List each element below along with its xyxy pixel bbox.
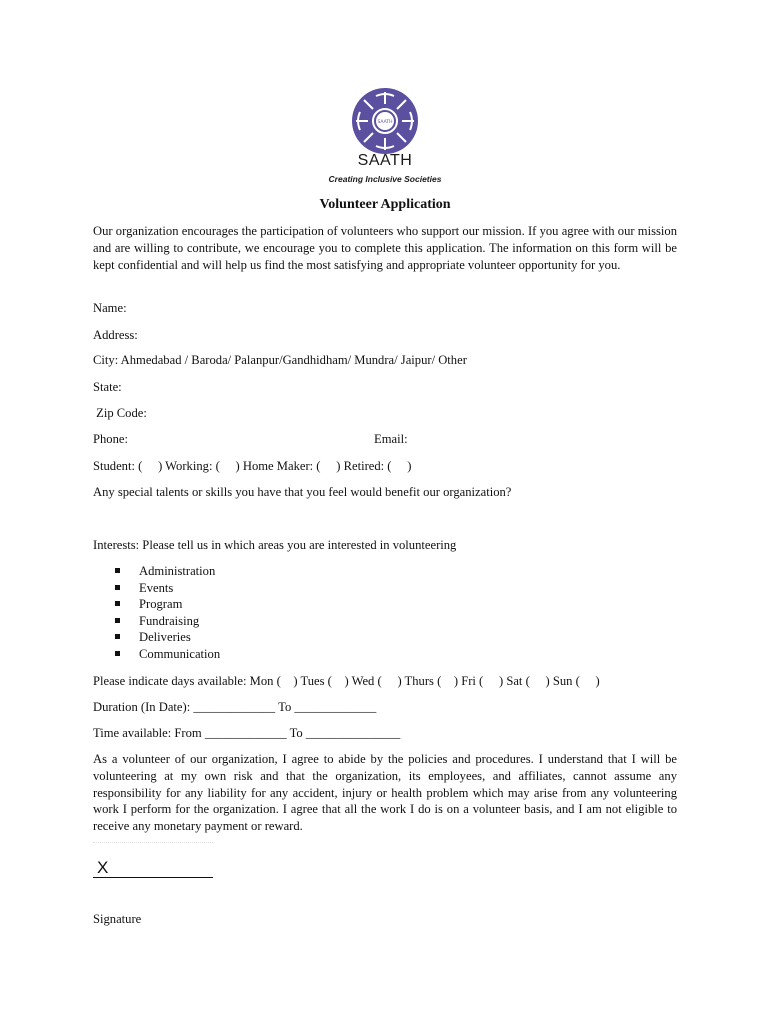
bullet-icon [115, 601, 120, 606]
agreement-paragraph: As a volunteer of our organization, I agree to abide by the policies and procedures. I understand that I will be volunteering at my own risk and that the organization, its employees, and affiliates, cannot assume any responsibility for any liability for any accident, injury or health problem which may arise from any volunteering work I perform for the organization. I agree that all the work I do is on a volunteer basis, and I am not eligible to receive any monetary payment or reward. [93, 752, 677, 834]
city-field[interactable]: City: Ahmedabad / Baroda/ Palanpur/Gandhidham/ Mundra/ Jaipur/ Other [93, 353, 467, 367]
bullet-icon [115, 618, 120, 623]
interests-list [113, 563, 220, 663]
interest-label: Administration [139, 564, 216, 578]
list-item[interactable] [113, 580, 220, 597]
list-item[interactable] [113, 596, 220, 613]
bullet-icon [115, 568, 120, 573]
interest-label: Events [139, 580, 174, 595]
bullet-icon [115, 634, 120, 639]
interest-label: Deliveries [139, 630, 191, 645]
phone-field[interactable]: Phone: [93, 432, 128, 446]
interest-label: Fundraising [139, 613, 200, 628]
organization-logo [320, 86, 450, 190]
zip-code-field[interactable]: Zip Code: [93, 406, 147, 420]
list-item[interactable] [113, 646, 220, 663]
state-field[interactable]: State: [93, 380, 122, 394]
time-available-field[interactable]: Time available: From _____________ To _______________ [93, 726, 401, 740]
signature-input[interactable] [93, 877, 213, 878]
name-field[interactable]: Name: [93, 301, 127, 315]
logo-tagline: Creating Inclusive Societies [328, 174, 442, 184]
emblem-text: SAATH [377, 120, 393, 125]
divider [93, 842, 213, 843]
interest-label: Communication [139, 646, 221, 661]
interests-prompt: Interests: Please tell us in which areas you are interested in volunteering [93, 538, 457, 552]
list-item[interactable] [113, 563, 220, 580]
address-field[interactable]: Address: [93, 328, 138, 342]
interest-label: Program [139, 597, 183, 612]
status-checkboxes[interactable]: Student: ( ) Working: ( ) Home Maker: ( ) Retired: ( ) [93, 459, 412, 473]
duration-field[interactable]: Duration (In Date): _____________ To _____________ [93, 700, 377, 714]
bullet-icon [115, 651, 120, 656]
email-field[interactable]: Email: [374, 432, 408, 446]
list-item[interactable] [113, 629, 220, 646]
talents-question[interactable]: Any special talents or skills you have that you feel would benefit our organization? [93, 485, 512, 499]
days-available-field[interactable]: Please indicate days available: Mon ( ) Tues ( ) Wed ( ) Thurs ( ) Fri ( ) Sat ( ) Sun ( ) [93, 674, 600, 688]
logo-name: SAATH [357, 152, 413, 169]
saath-emblem-icon [348, 86, 422, 156]
intro-paragraph: Our organization encourages the participation of volunteers who support our mission. If you agree with our mission and are willing to contribute, we encourage you to complete this application. The information on this form will be kept confidential and will help us find the most satisfying and appropriate volunteer opportunity for you. [93, 224, 677, 272]
signature-label: Signature [93, 912, 142, 926]
list-item[interactable] [113, 613, 220, 630]
bullet-icon [115, 585, 120, 590]
signature-mark: X [97, 858, 109, 877]
page-title: Volunteer Application [319, 197, 451, 212]
